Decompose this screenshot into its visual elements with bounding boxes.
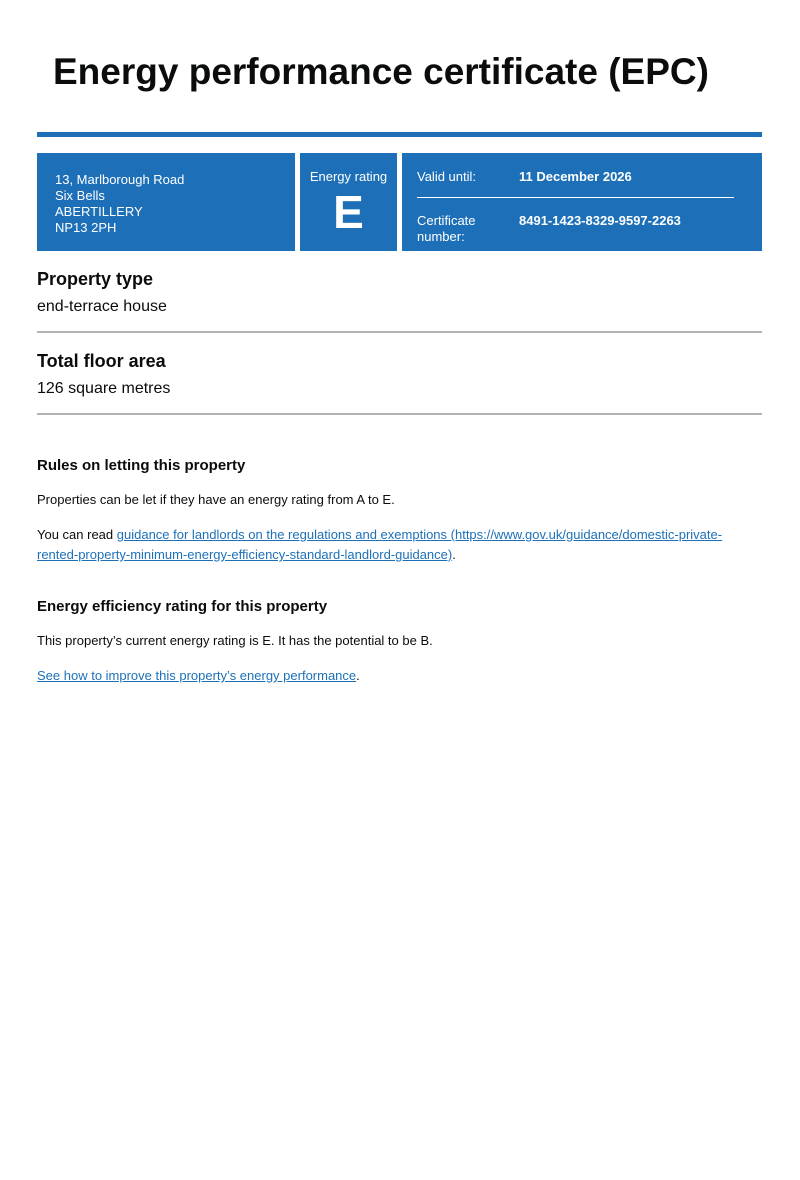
epc-document	[0, 48, 800, 746]
certificate-number-value: 8491-1423-8329-9597-2263	[519, 213, 681, 228]
improve-link-suffix: .	[356, 668, 360, 683]
valid-until-row	[417, 153, 734, 198]
certificate-number-label: Certificate number:	[417, 213, 476, 244]
efficiency-rating-paragraph: This property’s current energy rating is E. It has the potential to be B.	[37, 633, 433, 648]
blue-rule-divider	[37, 132, 762, 137]
letting-rules-heading: Rules on letting this property	[37, 457, 246, 474]
certificate-number-row	[417, 198, 734, 245]
energy-rating-badge	[300, 153, 397, 251]
energy-rating-value: E	[333, 186, 364, 238]
guidance-text-prefix: You can read	[37, 527, 117, 542]
efficiency-rating-section	[37, 597, 762, 686]
efficiency-rating-heading: Energy efficiency rating for this property	[37, 598, 328, 615]
certificate-details	[402, 153, 762, 251]
address-line-3: ABERTILLERY	[55, 204, 143, 219]
improve-performance-link[interactable]: See how to improve this property’s energy performance	[37, 668, 357, 683]
letting-rules-paragraph: Properties can be let if they have an energy rating from A to E.	[37, 492, 395, 507]
landlord-guidance-link[interactable]: guidance for landlords on the regulations and exemptions (https://www.gov.uk/guidance/domestic-private-rented-property-minimum-energy-efficiency-standard-landlord-guidance)	[37, 527, 723, 562]
section-divider	[37, 331, 762, 333]
floor-area-value: 126 square metres	[37, 380, 171, 397]
property-address	[37, 153, 295, 251]
address-line-4: NP13 2PH	[55, 220, 117, 235]
address-line-1: 13, Marlborough Road	[55, 172, 185, 187]
floor-area-heading: Total floor area	[37, 351, 166, 371]
property-type-section	[37, 268, 762, 317]
address-line-2: Six Bells	[55, 188, 105, 203]
valid-until-label: Valid until:	[417, 169, 477, 184]
section-divider	[37, 413, 762, 415]
letting-rules-section	[37, 456, 762, 565]
valid-until-value: 11 December 2026	[519, 169, 632, 184]
property-type-value: end-terrace house	[37, 298, 167, 315]
improve-performance-paragraph	[37, 666, 762, 686]
guidance-text-suffix: .	[452, 547, 456, 562]
page-title: Energy performance certificate (EPC)	[53, 51, 709, 92]
property-type-heading: Property type	[37, 269, 154, 289]
energy-rating-label: Energy rating	[309, 169, 388, 184]
floor-area-section	[37, 350, 762, 399]
letting-guidance-paragraph	[37, 525, 762, 565]
certificate-summary-box	[37, 153, 762, 251]
